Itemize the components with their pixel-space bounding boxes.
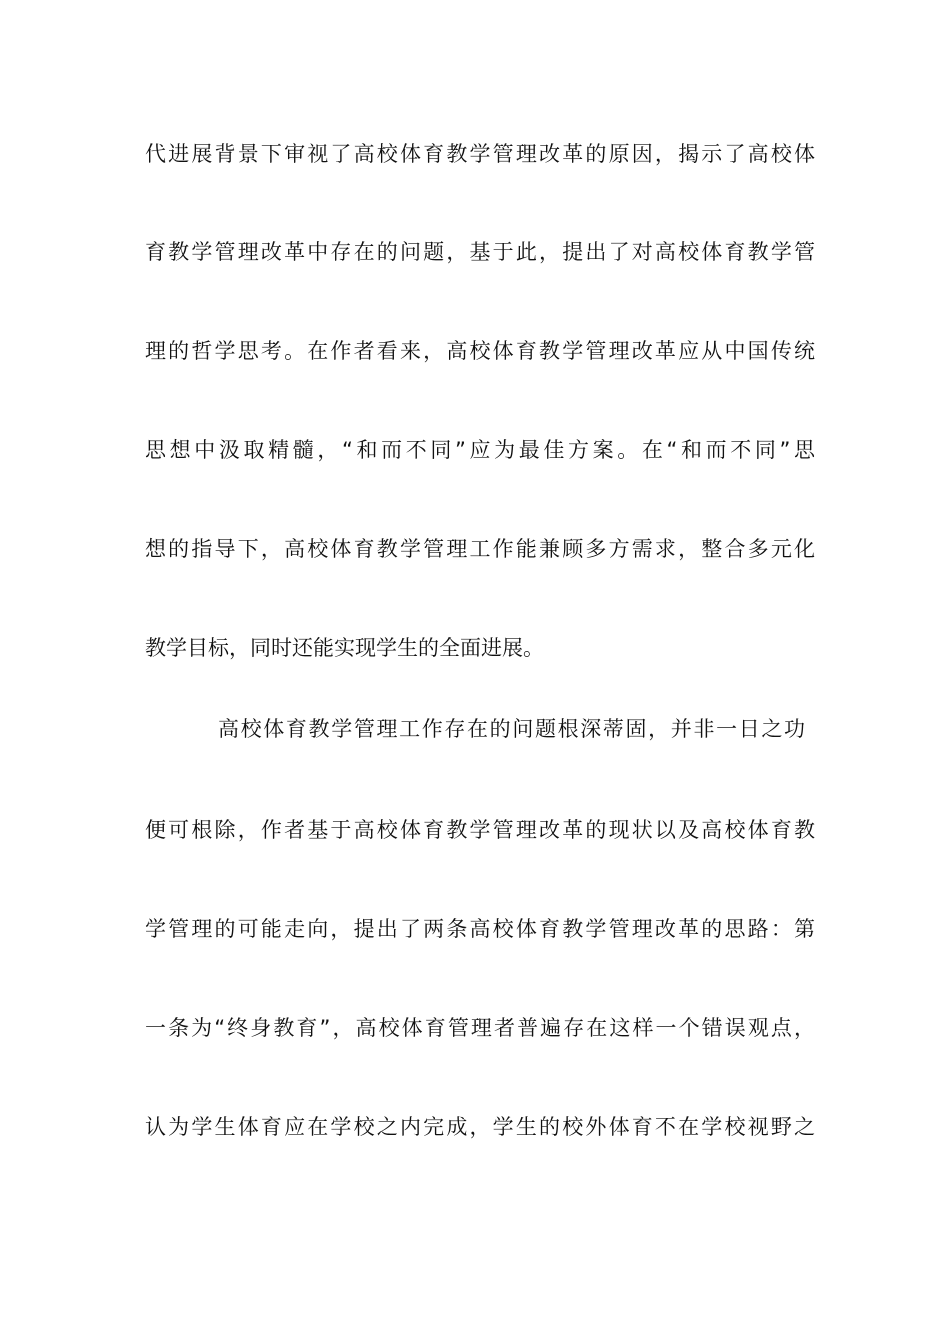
- text-line-9: 学管理的可能走向，提出了两条高校体育教学管理改革的思路：第: [145, 917, 815, 941]
- text-line-4: 思想中汲取精髓，“和而不同”应为最佳方案。在“和而不同”思: [145, 438, 815, 462]
- text-line-8: 便可根除，作者基于高校体育教学管理改革的现状以及高校体育教: [145, 818, 815, 842]
- text-line-3: 理的哲学思考。在作者看来，高校体育教学管理改革应从中国传统: [145, 339, 815, 363]
- text-line-5: 想的指导下，高校体育教学管理工作能兼顾多方需求，整合多元化: [145, 537, 815, 561]
- text-line-10: 一条为“终身教育”，高校体育管理者普遍存在这样一个错误观点，: [145, 1016, 815, 1040]
- text-line-6: 教学目标，同时还能实现学生的全面进展。: [145, 636, 544, 660]
- text-line-11: 认为学生体育应在学校之内完成，学生的校外体育不在学校视野之: [145, 1115, 815, 1139]
- text-line-7-paragraph-start: 高校体育教学管理工作存在的问题根深蒂固，并非一日之功: [218, 717, 805, 741]
- text-line-1: 代进展背景下审视了高校体育教学管理改革的原因，揭示了高校体: [145, 142, 815, 166]
- text-line-2: 育教学管理改革中存在的问题，基于此，提出了对高校体育教学管: [145, 240, 815, 264]
